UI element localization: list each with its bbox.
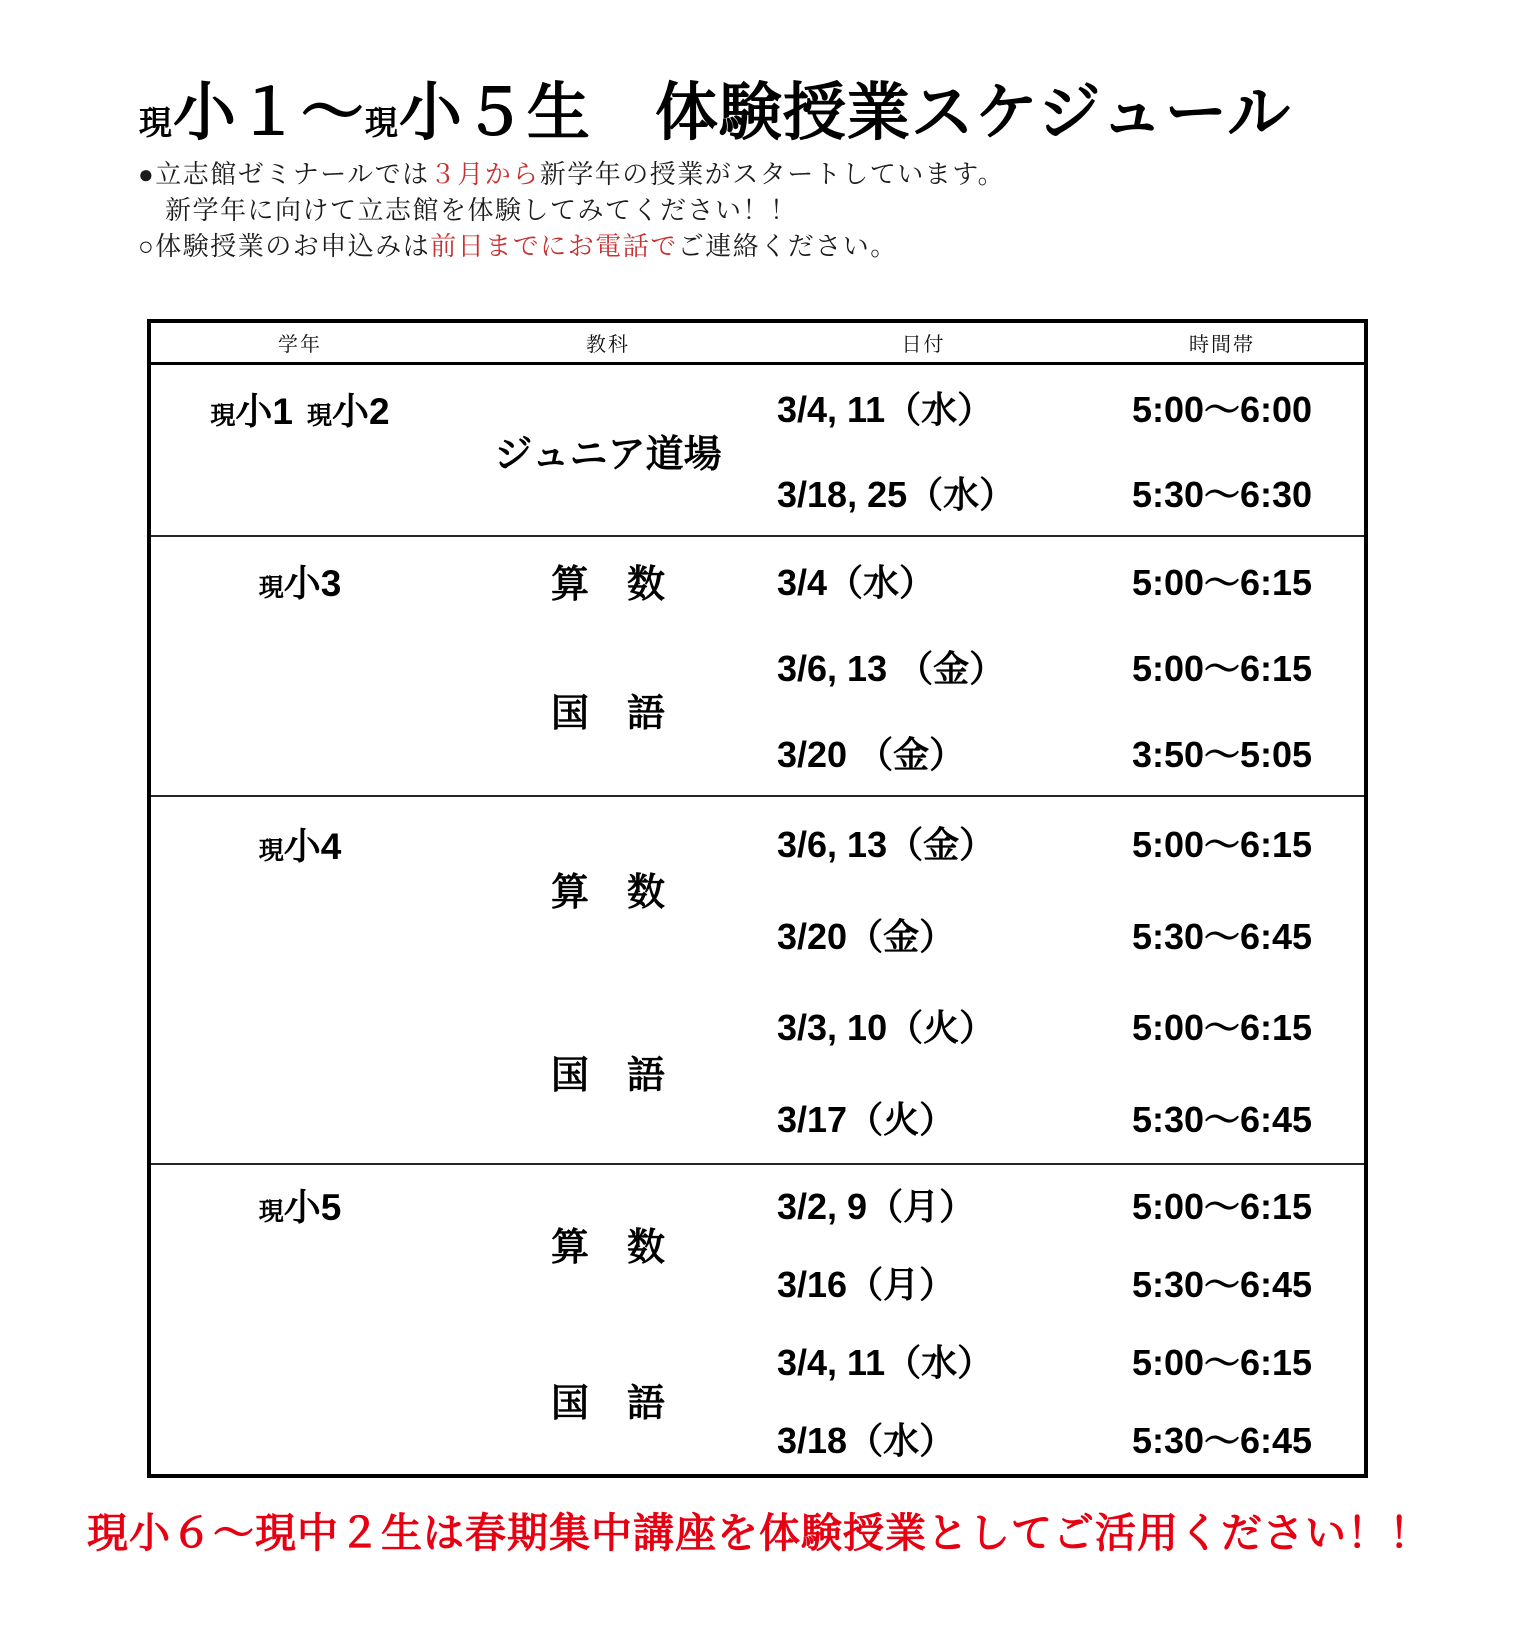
schedule-section-3 [151,797,1364,1165]
intro-line-3 [138,228,1005,264]
grade-cell [151,1165,449,1243]
date-cell: 3/18, 25（水） [777,474,1016,515]
date-cell: 3/18（水） [777,1420,956,1462]
time-cell: 5:00～6:15 [1131,824,1313,866]
time-cell: 5:30～6:45 [1131,915,1313,957]
grade-label [259,816,342,870]
subject-cell: 国 語 [550,1383,665,1426]
date-cell: 3/6, 13（金） [777,824,996,866]
title-main-text: 小５生 体験授業スケジュール [398,78,1292,148]
subject-cell: 算 数 [550,1226,665,1269]
grade-prefix: 現 [258,1198,284,1227]
schedule-section-4 [151,1165,1364,1478]
header-subject: 教科 [586,334,630,356]
time-cell: 5:00～6:15 [1131,561,1313,603]
page-title [0,62,1430,153]
grade-name: 小4 [283,825,342,867]
grade-label [210,381,293,435]
grade-label [259,553,342,607]
time-cell: 5:30～6:45 [1131,1263,1313,1305]
grade-cell [151,797,449,889]
title-grade-range-1: 小１～ [172,78,365,148]
intro-line-1-lead: ●立志館ゼミナールでは [138,159,430,189]
subject-cell: 国 語 [550,1055,665,1097]
grade-name: 小3 [283,563,342,604]
grade-cell [151,537,449,623]
time-cell: 3:50～5:05 [1131,733,1313,775]
header-grade: 学年 [278,334,322,356]
grade-prefix: 現 [210,401,236,430]
intro-line-2: 新学年に向けて立志館を体験してみてください！！ [165,195,798,225]
header-time: 時間帯 [1189,334,1255,356]
subject-cell: 国 語 [550,692,665,735]
grade-label [307,381,390,435]
grade-prefix: 現 [258,836,284,865]
intro-line-1-rest: 新学年の授業がスタートしています。 [539,159,1006,189]
intro-line-1-highlight: ３月から [429,159,540,189]
schedule-table [147,319,1368,1478]
header-date: 日付 [901,334,946,356]
time-cell: 5:30～6:45 [1131,1098,1313,1140]
grade-cell [151,365,449,450]
date-cell: 3/4, 11（水） [777,389,994,430]
table-body [151,365,1364,1478]
time-cell: 5:30～6:30 [1131,474,1313,515]
date-cell: 3/6, 13 （金） [777,647,1006,689]
intro-line-3-lead: ○体験授業のお申込みは [138,231,431,261]
title-grade-prefix: 現 [138,104,173,141]
time-cell: 5:00～6:15 [1131,1342,1313,1384]
time-cell: 5:00～6:15 [1131,1007,1313,1049]
intro-line-3-rest: ご連絡ください。 [677,231,898,261]
intro-line-1 [138,156,1005,192]
grade-name: 小1 [235,390,293,432]
schedule-section-2 [151,537,1364,797]
footer-notice: 現小６～現中２生は春期集中講座を体験授業としてご活用ください！！ [87,1510,1431,1556]
grade-prefix: 現 [307,401,333,430]
date-cell: 3/20 （金） [777,733,966,775]
date-cell: 3/2, 9（月） [777,1185,976,1227]
subject-cell: 算 数 [550,563,665,606]
date-cell: 3/20（金） [777,915,956,957]
table-header-row [151,323,1364,365]
time-cell: 5:00～6:00 [1131,389,1313,430]
time-cell: 5:30～6:45 [1131,1420,1313,1462]
subject-cell: 算 数 [550,872,665,914]
intro-line-3-highlight: 前日までにお電話で [430,231,678,261]
time-cell: 5:00～6:15 [1131,1185,1313,1227]
subject-cell: ジュニア道場 [494,433,722,476]
grade-prefix: 現 [258,574,284,602]
date-cell: 3/4, 11（水） [777,1342,994,1384]
date-cell: 3/17（火） [777,1098,956,1140]
grade-label [259,1177,342,1231]
grade-name: 小2 [332,390,390,432]
grade-name: 小5 [283,1187,342,1229]
date-cell: 3/3, 10（火） [777,1007,996,1049]
date-cell: 3/16（月） [777,1263,956,1305]
schedule-section-1 [151,365,1364,537]
date-cell: 3/4（水） [777,561,936,603]
time-cell: 5:00～6:15 [1131,647,1313,689]
intro-notes [138,156,1005,264]
title-grade-prefix-2: 現 [364,104,399,141]
